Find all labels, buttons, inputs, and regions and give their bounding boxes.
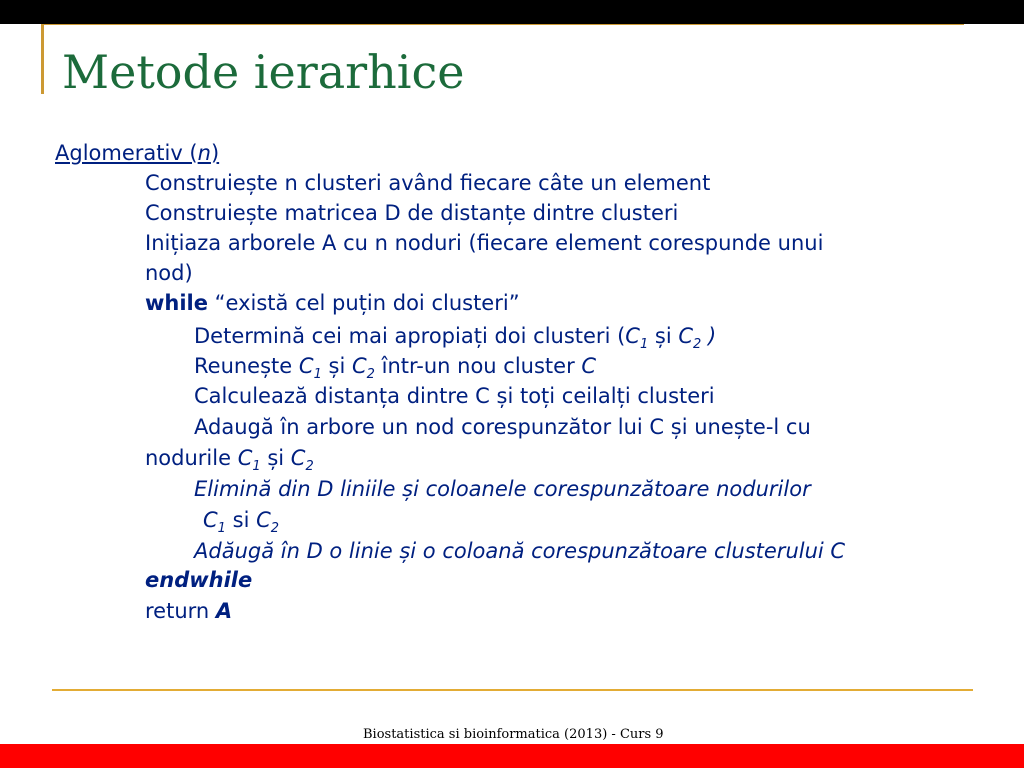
line-heading-aglomerativ	[55, 138, 219, 168]
text-segment: C	[290, 446, 306, 470]
text-segment: 1	[313, 367, 322, 382]
slide-title: Metode ierarhice	[62, 45, 465, 99]
line-build-matrix	[145, 198, 678, 228]
text-segment: 2	[305, 459, 314, 474]
text-segment: nod)	[145, 261, 193, 285]
line-return	[145, 596, 232, 626]
text-segment: C	[625, 324, 640, 348]
line-init-tree	[145, 228, 823, 258]
line-remove-rows	[194, 474, 811, 504]
footer-text: Biostatistica si bioinformatica (2013) - Curs 9	[363, 727, 664, 742]
text-segment: și	[321, 354, 352, 378]
text-segment: Construiește matricea D de distanțe dintre clusteri	[145, 201, 679, 225]
text-segment: Calculează distanța dintre C și toți ceilalți clusteri	[194, 384, 715, 408]
text-segment: )	[210, 141, 220, 165]
text-segment: 1	[252, 459, 261, 474]
text-segment: într-un nou cluster	[374, 354, 582, 378]
text-segment: C	[256, 508, 271, 532]
text-segment: while	[145, 291, 208, 315]
text-segment: 2	[693, 337, 702, 352]
text-segment: “există cel puțin doi clusteri”	[208, 291, 520, 315]
line-build-clusters	[145, 168, 710, 198]
line-add-node	[194, 412, 811, 442]
line-add-row	[194, 536, 845, 566]
footer-divider	[52, 689, 973, 691]
text-segment: )	[701, 324, 717, 348]
text-segment: si	[225, 508, 257, 532]
text-segment: C	[203, 508, 218, 532]
text-segment: Adăugă în D o linie și o coloană corespunzătoare clusterului C	[194, 539, 846, 563]
text-segment: C	[678, 324, 694, 348]
text-segment: Determină cei mai apropiați doi clusteri (	[194, 324, 626, 348]
text-segment: 2	[366, 367, 375, 382]
text-segment: Adaugă în arbore un nod corespunzător lui C și unește-l cu	[194, 415, 811, 439]
line-compute-distance	[194, 381, 715, 411]
text-segment: nodurile	[145, 446, 238, 470]
line-endwhile	[145, 565, 252, 595]
text-segment: și	[648, 324, 679, 348]
text-segment: Aglomerativ (	[55, 141, 198, 165]
text-segment: și	[260, 446, 291, 470]
text-segment: Reunește	[194, 354, 299, 378]
text-segment: Construiește n clusteri având fiecare câte un element	[145, 171, 711, 195]
text-segment: 2	[270, 521, 280, 536]
text-segment: endwhile	[145, 568, 253, 592]
text-segment: A	[215, 599, 233, 623]
text-segment: 1	[217, 521, 226, 536]
text-segment: C	[351, 354, 367, 378]
line-init-tree-cont	[145, 258, 193, 288]
text-segment: Inițiaza arborele A cu n noduri (fiecare element corespunde unui	[145, 231, 824, 255]
text-segment: C	[298, 354, 314, 378]
text-segment: n	[197, 141, 211, 165]
text-segment: C	[581, 354, 597, 378]
line-while	[145, 288, 520, 318]
bottom-bar	[0, 744, 1024, 768]
text-segment: 1	[639, 337, 649, 352]
text-segment: C	[237, 446, 253, 470]
text-segment: Elimină din D liniile și coloanele corespunzătoare nodurilor	[194, 477, 811, 501]
text-segment: return	[145, 599, 216, 623]
